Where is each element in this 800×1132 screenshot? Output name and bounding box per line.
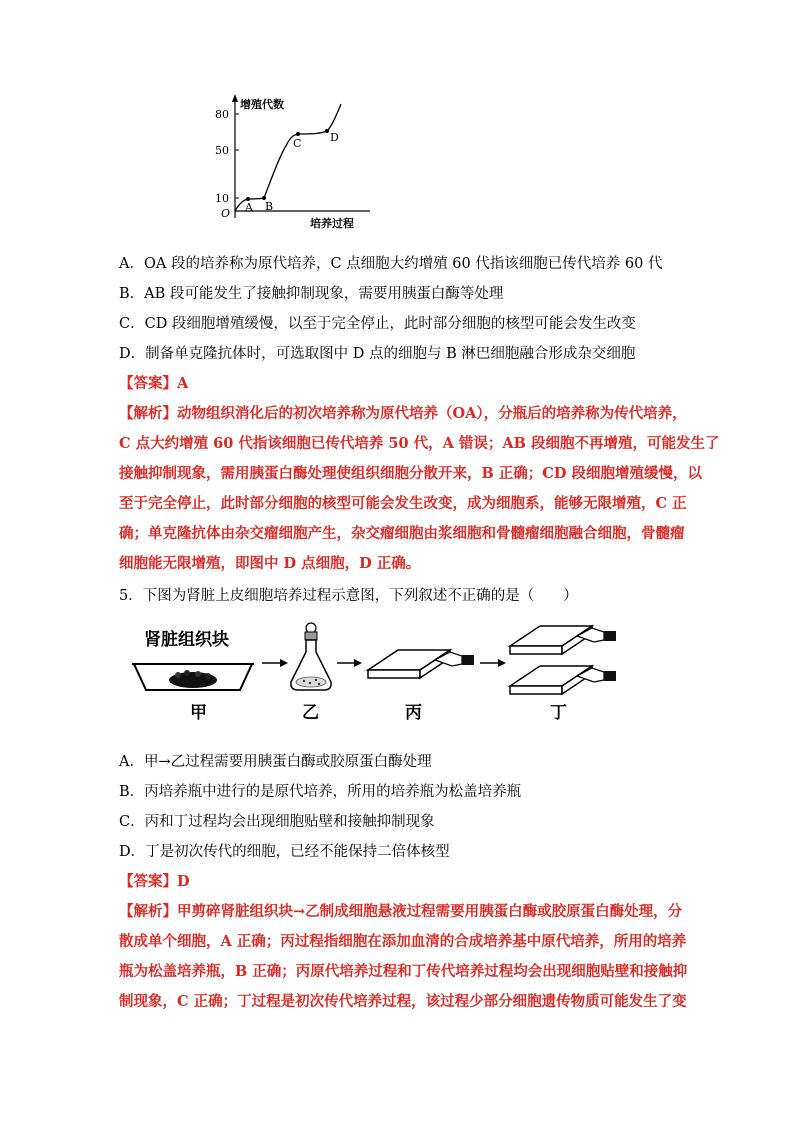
point-a-label: A <box>245 201 253 214</box>
y-axis-label: 增殖代数 <box>240 98 284 111</box>
point-c-label: C <box>293 137 302 150</box>
flask-cap <box>604 671 616 681</box>
stage-bing: 丙 <box>405 703 422 723</box>
q5-option-d: D．丁是初次传代的细胞，已经不能保持二倍体核型 <box>119 844 450 860</box>
y-tick-50: 50 <box>215 144 229 157</box>
arrow-icon <box>354 659 362 667</box>
growth-curve-chart <box>205 92 375 232</box>
point-d-label: D <box>330 131 339 144</box>
q4-analysis-line: 接触抑制现象，需用胰蛋白酶处理使组织细胞分散开来，B 正确；CD 段细胞增殖缓慢，以 <box>119 465 702 482</box>
stage-yi: 乙 <box>302 703 319 723</box>
point-b-label: B <box>265 200 274 213</box>
q4-analysis-line: 【解析】动物组织消化后的初次培养称为原代培养（OA），分瓶后的培养称为传代培养， <box>119 405 687 422</box>
x-axis-label: 培养过程 <box>310 217 354 230</box>
q4-analysis-line: 确；单克隆抗体由杂交瘤细胞产生，杂交瘤细胞由浆细胞和骨髓瘤细胞融合细胞，骨髓瘤 <box>119 525 685 542</box>
q5-analysis-line: 散成单个细胞，A 正确；丙过程指细胞在添加血清的合成培养基中原代培养，所用的培养 <box>119 933 687 950</box>
q4-option-c: C．CD 段细胞增殖缓慢，以至于完全停止，此时部分细胞的核型可能会发生改变 <box>119 316 636 332</box>
tissue-label: 肾脏组织块 <box>144 630 229 650</box>
q5-analysis-line: 制现象，C 正确；丁过程是初次传代培养过程，该过程少部分细胞遗传物质可能发生了变 <box>119 993 687 1010</box>
arrow-icon <box>498 659 506 667</box>
flask-cap <box>604 631 616 641</box>
q4-analysis-line: 细胞能无限增殖，即图中 D 点细胞，D 正确。 <box>119 555 421 572</box>
q4-option-a: A．OA 段的培养称为原代培养，C 点细胞大约增殖 60 代指该细胞已传代培养 60 代 <box>119 256 663 272</box>
q5-analysis-line: 【解析】甲剪碎肾脏组织块→乙制成细胞悬液过程需要用胰蛋白酶或胶原蛋白酶处理，分 <box>119 903 683 920</box>
stage-jia: 甲 <box>190 703 207 723</box>
q5-option-c: C．丙和丁过程均会出现细胞贴壁和接触抑制现象 <box>119 814 435 830</box>
q5-option-b: B．丙培养瓶中进行的是原代培养，所用的培养瓶为松盖培养瓶 <box>119 784 522 800</box>
q5-question: 5．下图为肾脏上皮细胞培养过程示意图，下列叙述不正确的是（ ） <box>119 588 578 604</box>
y-tick-80: 80 <box>215 108 229 121</box>
q4-analysis-line: 至于完全停止，此时部分细胞的核型可能会发生改变，成为细胞系，能够无限增殖，C 正 <box>119 495 687 512</box>
point-d <box>325 129 329 133</box>
stage-ding: 丁 <box>550 703 567 723</box>
q5-option-a: A．甲→乙过程需要用胰蛋白酶或胶原蛋白酶处理 <box>119 754 432 770</box>
arrow-icon <box>280 659 288 667</box>
q4-option-b: B．AB 段可能发生了接触抑制现象，需要用胰蛋白酶等处理 <box>119 286 504 302</box>
q4-option-d: D．制备单克隆抗体时，可选取图中 D 点的细胞与 B 淋巴细胞融合形成杂交细胞 <box>119 346 636 362</box>
origin-label: O <box>221 207 231 220</box>
growth-curve <box>235 104 341 211</box>
cell-culture-diagram <box>130 618 630 728</box>
q4-analysis-line: C 点大约增殖 60 代指该细胞已传代培养 50 代，A 错误；AB 段细胞不再增殖，可能发生了 <box>119 435 720 452</box>
point-c <box>296 132 300 136</box>
flask-cap <box>462 655 474 665</box>
q4-answer: 【答案】A <box>119 375 189 392</box>
y-tick-10: 10 <box>215 192 229 205</box>
q5-analysis-line: 瓶为松盖培养瓶，B 正确；丙原代培养过程和丁传代培养过程均会出现细胞贴壁和接触抑 <box>119 963 688 980</box>
y-axis-arrow <box>232 94 238 102</box>
q5-answer: 【答案】D <box>119 873 190 890</box>
